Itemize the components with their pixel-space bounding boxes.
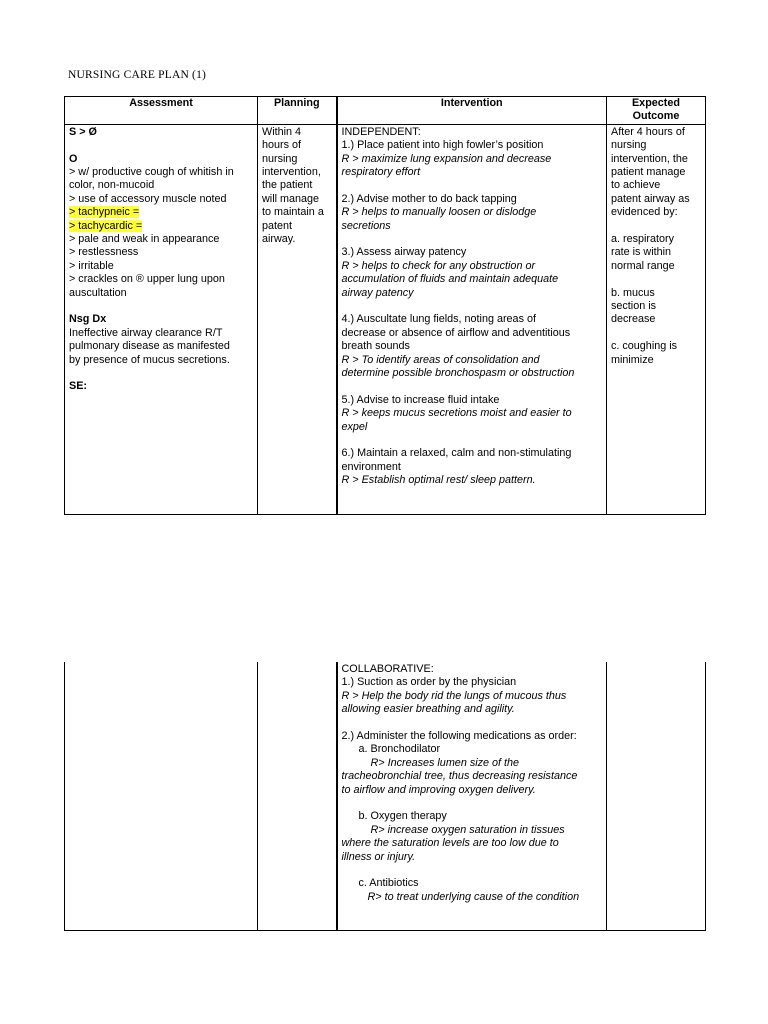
expected-outcome-cell (607, 124, 706, 514)
planning-line: nursing (262, 152, 298, 165)
table-row (65, 124, 706, 514)
rationale-text: R > keeps mucus secretions moist and easier to (341, 407, 572, 420)
planning-line: patent (262, 219, 293, 232)
planning-line: airway. (262, 233, 296, 246)
planning-line: intervention, (262, 166, 321, 179)
outcome-line: normal range (611, 259, 675, 272)
objective-label: O (69, 152, 78, 165)
medication-item: c. Antibiotics (358, 877, 419, 890)
collaborative-cell (337, 662, 607, 931)
planning-line: Within 4 (262, 125, 302, 138)
intervention-item: 5.) Advise to increase fluid intake (341, 393, 500, 406)
objective-item: > w/ productive cough of whitish in (69, 166, 234, 179)
rationale-text: to airflow and improving oxygen delivery. (341, 783, 536, 796)
rationale-text: R > Establish optimal rest/ sleep pattern. (341, 474, 536, 487)
objective-item: auscultation (69, 286, 127, 299)
rationale-text: where the saturation levels are too low due to (341, 837, 559, 850)
outcome-line: evidenced by: (611, 206, 678, 219)
rationale-text: R> Increases lumen size of the (370, 756, 520, 769)
rationale-text: secretions (341, 219, 391, 232)
outcome-line: section is (611, 300, 657, 313)
subjective-line: S > Ø (69, 125, 97, 138)
rationale-text: expel (341, 420, 368, 433)
outcome-line: c. coughing is (611, 340, 678, 353)
header-planning: Planning (258, 97, 337, 125)
outcome-line: a. respiratory (611, 233, 675, 246)
objective-item: > restlessness (69, 246, 139, 259)
intervention-item: 6.) Maintain a relaxed, calm and non-stimulating (341, 447, 572, 460)
intervention-item: 3.) Assess airway patency (341, 246, 467, 259)
outcome-line: rate is within (611, 246, 672, 259)
rationale-text: R > maximize lung expansion and decrease (341, 152, 552, 165)
header-expected-line2: Outcome (632, 110, 680, 123)
rationale-text: airway patency (341, 286, 414, 299)
highlighted-item: > tachypneic = (69, 206, 140, 219)
planning-line: will manage (262, 192, 320, 205)
nursing-diagnosis-text: Ineffective airway clearance R/T (69, 326, 223, 339)
independent-label: INDEPENDENT: (341, 125, 421, 138)
care-plan-table-continued (64, 662, 706, 931)
rationale-text: accumulation of fluids and maintain adequate (341, 273, 559, 286)
header-intervention: Intervention (337, 97, 607, 125)
outcome-line: patent airway as (611, 192, 690, 205)
outcome-line: nursing (611, 139, 647, 152)
rationale-text: R > To identify areas of consolidation and (341, 353, 540, 366)
intervention-item: breath sounds (341, 340, 410, 353)
intervention-item: 1.) Place patient into high fowler’s position (341, 139, 544, 152)
planning-line: to maintain a (262, 206, 324, 219)
table-header-row (65, 97, 706, 125)
objective-item: > irritable (69, 259, 114, 272)
rationale-text: determine possible bronchospasm or obstruction (341, 367, 575, 380)
intervention-item: decrease or absence of airflow and adventitious (341, 326, 571, 339)
objective-item: > crackles on ® upper lung upon (69, 273, 225, 286)
highlighted-item: > tachycardic = (69, 219, 143, 232)
outcome-line: minimize (611, 353, 654, 366)
header-expected-outcome (607, 97, 706, 125)
medication-item: b. Oxygen therapy (358, 810, 447, 823)
expected-cell-empty (607, 662, 706, 931)
rationale-text: R> to treat underlying cause of the condition (367, 890, 580, 903)
rationale-text: tracheobronchial tree, thus decreasing resistance (341, 770, 578, 783)
nursing-diagnosis-text: pulmonary disease as manifested (69, 340, 230, 353)
planning-cell (258, 124, 337, 514)
intervention-item: 2.) Administer the following medications as order: (341, 730, 577, 743)
medication-item: a. Bronchodilator (358, 743, 441, 756)
intervention-item: environment (341, 460, 401, 473)
rationale-text: R > helps to check for any obstruction or (341, 259, 536, 272)
rationale-text: R> increase oxygen saturation in tissues (370, 823, 565, 836)
outcome-line: intervention, the (611, 152, 688, 165)
intervention-cell (337, 124, 607, 514)
rationale-text: R > helps to manually loosen or dislodge (341, 206, 537, 219)
rationale-text: illness or injury. (341, 850, 416, 863)
outcome-line: decrease (611, 313, 656, 326)
intervention-item: 4.) Auscultate lung fields, noting areas of (341, 313, 536, 326)
document-title: NURSING CARE PLAN (1) (68, 69, 207, 81)
planning-line: hours of (262, 139, 302, 152)
objective-item: > use of accessory muscle noted (69, 192, 227, 205)
outcome-line: to achieve (611, 179, 661, 192)
rationale-text: respiratory effort (341, 166, 421, 179)
assessment-cell-empty (65, 662, 258, 931)
care-plan-table (64, 96, 706, 515)
table-row (65, 662, 706, 931)
se-label: SE: (69, 380, 87, 393)
outcome-line: After 4 hours of (611, 125, 685, 138)
outcome-line: b. mucus (611, 286, 655, 299)
objective-item: > pale and weak in appearance (69, 233, 220, 246)
rationale-text: allowing easier breathing and agility. (341, 703, 515, 716)
nursing-diagnosis-text: by presence of mucus secretions. (69, 353, 230, 366)
intervention-item: 1.) Suction as order by the physician (341, 676, 517, 689)
outcome-line: patient manage (611, 166, 686, 179)
header-expected-line1: Expected (631, 97, 680, 109)
collaborative-label: COLLABORATIVE: (341, 663, 434, 675)
intervention-item: 2.) Advise mother to do back tapping (341, 192, 517, 205)
rationale-text: R > Help the body rid the lungs of mucous thus (341, 689, 567, 702)
planning-line: the patient (262, 179, 313, 192)
header-assessment: Assessment (65, 97, 258, 125)
planning-cell-empty (258, 662, 337, 931)
nursing-diagnosis-label: Nsg Dx (69, 313, 107, 326)
assessment-cell (65, 124, 258, 514)
objective-item: color, non-mucoid (69, 179, 155, 192)
